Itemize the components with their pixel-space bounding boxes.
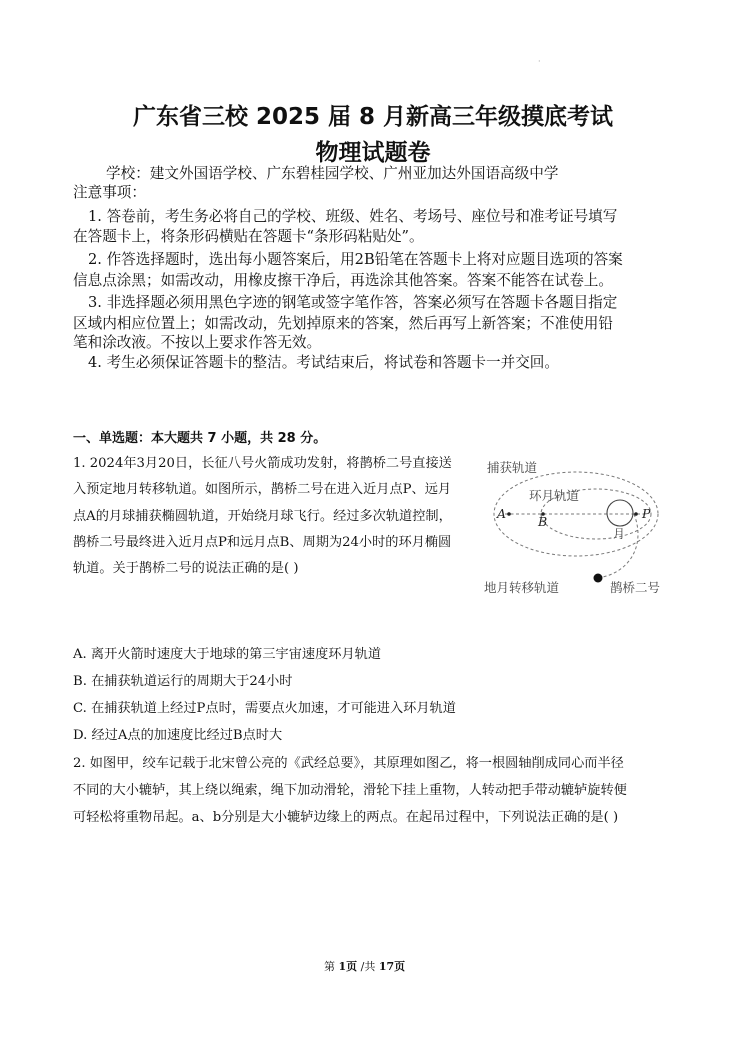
point-a-dot [507, 512, 511, 516]
notice-line: 3. 非选择题必须用黑色字迹的钢笔或签字笔作答，答案必须写在答题卡各题目指定 [88, 294, 618, 311]
question-1-line: 点A的月球捕获椭圆轨道，开始绕月球飞行。经过多次轨道控制， [73, 509, 452, 524]
corner-mark: · [538, 57, 541, 66]
transfer-orbit-label: 地月转移轨道 [484, 580, 560, 595]
notice-line: 信息点涂黑；如需改动，用橡皮擦干净后，再选涂其他答案。答案不能答在试卷上。 [73, 272, 613, 289]
footer-page: 1页 [338, 960, 358, 973]
point-p-dot [634, 512, 638, 516]
question-1-line: 入预定地月转移轨道。如图所示，鹊桥二号在进入近月点P、远月 [73, 482, 452, 497]
notice-line: 区域内相应位置上；如需改动，先划掉原来的答案，然后再写上新答案；不准使用铅 [73, 315, 613, 332]
option-c: C. 在捕获轨道上经过P点时，需要点火加速，才可能进入环月轨道 [73, 701, 456, 716]
satellite-label: 鹊桥二号 [610, 580, 661, 595]
section-heading: 一、单选题：本大题共 7 小题，共 28 分。 [73, 431, 327, 446]
footer-total: 17页 [378, 960, 406, 973]
question-2-line: 2. 如图甲，绞车记载于北宋曾公亮的《武经总要》，其原理如图乙，将一根圆轴削成同心而半径 [73, 756, 624, 771]
option-d: D. 经过A点的加速度比经过B点时大 [73, 728, 283, 743]
point-p-label: P [642, 506, 651, 521]
question-2-line: 可轻松将重物吊起。a、b分别是大小辘轳边缘上的两点。在起吊过程中，下列说法正确的是( ) [73, 810, 619, 825]
moon-circle [607, 500, 633, 526]
moon-label: 月 [613, 527, 626, 541]
notice-line: 4. 考生必须保证答题卡的整洁。考试结束后，将试卷和答题卡一并交回。 [88, 354, 559, 371]
lunar-orbit-label: 环月轨道 [529, 488, 580, 503]
option-b: B. 在捕获轨道运行的周期大于24小时 [73, 674, 293, 689]
footer-prefix: 第 [324, 960, 335, 973]
footer-separator: /共 [360, 960, 376, 973]
question-1-line: 鹊桥二号最终进入近月点P和远月点B、周期为24小时的环月椭圆 [73, 535, 452, 550]
question-1-line: 轨道。关于鹊桥二号的说法正确的是( ) [73, 561, 299, 576]
exam-subtitle: 物理试题卷 [315, 140, 431, 166]
notice-line: 1. 答卷前，考生务必将自己的学校、班级、姓名、考场号、座位号和准考证号填写 [88, 208, 618, 225]
transfer-orbit-path [598, 514, 638, 578]
exam-title: 广东省三校 2025 届 8 月新高三年级摸底考试 [132, 104, 614, 130]
question-2-line: 不同的大小辘轳，其上绕以绳索，绳下加动滑轮，滑轮下挂上重物，人转动把手带动辘轳旋转便 [73, 783, 627, 798]
option-a: A. 离开火箭时速度大于地球的第三宇宙速度环月轨道 [73, 647, 382, 662]
notice-heading: 注意事项： [73, 184, 146, 201]
point-a-label: A [497, 506, 507, 521]
page-footer [324, 958, 405, 974]
notice-line: 2. 作答选择题时，选出每小题答案后，用2B铅笔在答题卡上将对应题目选项的答案 [88, 251, 623, 268]
satellite-dot [594, 574, 603, 583]
point-b-label: B [538, 514, 548, 529]
question-1-line: 1. 2024年3月20日，长征八号火箭成功发射，将鹊桥二号直接送 [73, 456, 452, 471]
orbit-figure [480, 455, 680, 603]
notice-line: 笔和涂改液。不按以上要求作答无效。 [73, 334, 322, 351]
schools-line: 学校：建文外国语学校、广东碧桂园学校、广州亚加达外国语高级中学 [106, 165, 559, 182]
capture-orbit-label: 捕获轨道 [487, 460, 538, 475]
notice-line: 在答题卡上，将条形码横贴在答题卡“条形码粘贴处”。 [73, 228, 424, 245]
